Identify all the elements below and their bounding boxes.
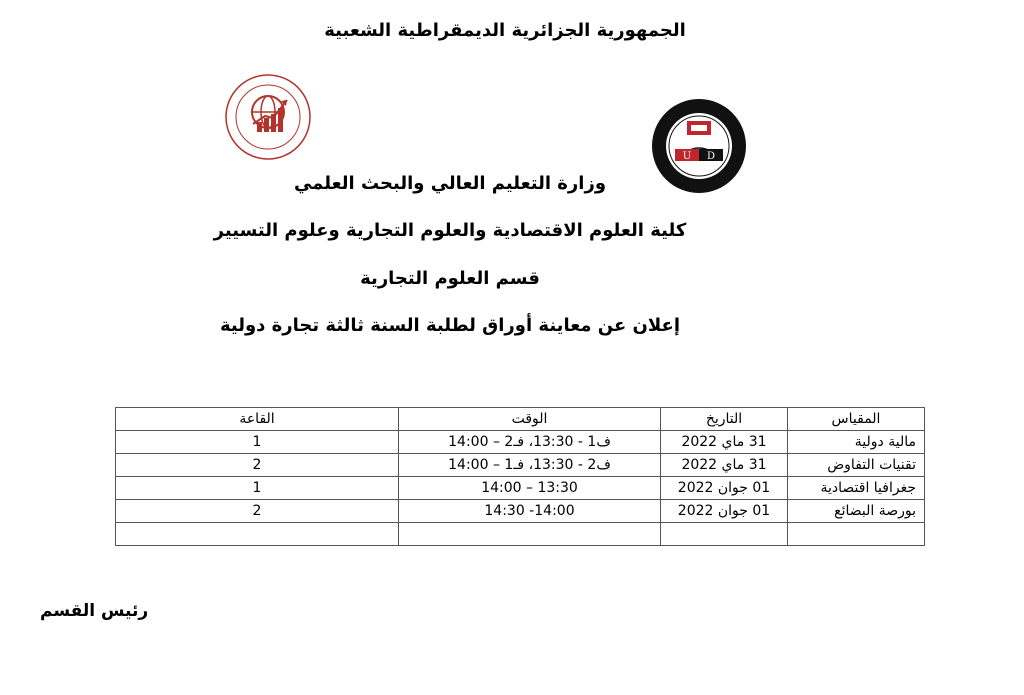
cell-date <box>661 523 788 546</box>
cell-module: جغرافيا اقتصادية <box>788 477 925 500</box>
cell-room: 1 <box>116 477 399 500</box>
cell-room: 2 <box>116 454 399 477</box>
schedule-table <box>115 407 925 546</box>
cell-time: ف2 - 13:30، فـ1 – 14:00 <box>399 454 661 477</box>
cell-date: 31 ماي 2022 <box>661 431 788 454</box>
table-row <box>116 454 925 477</box>
cell-room: 1 <box>116 431 399 454</box>
university-initial-u: U <box>682 151 692 162</box>
cell-date: 01 جوان 2022 <box>661 477 788 500</box>
cell-time <box>399 523 661 546</box>
faculty-emblem-icon <box>213 72 323 162</box>
ministry-title: وزارة التعليم العالي والبحث العلمي <box>293 173 607 194</box>
department-title: قسم العلوم التجارية <box>360 268 540 289</box>
cell-date: 01 جوان 2022 <box>661 500 788 523</box>
faculty-title: كلية العلوم الاقتصادية والعلوم التجارية وعلوم التسيير <box>213 220 687 241</box>
cell-time: 13:30 – 14:00 <box>399 477 661 500</box>
cell-time: ف1 - 13:30، فـ2 – 14:00 <box>399 431 661 454</box>
cell-room: 2 <box>116 500 399 523</box>
cell-room <box>116 523 399 546</box>
table-header-row <box>116 408 925 431</box>
table-row <box>116 477 925 500</box>
header-date: التاريخ <box>661 408 788 431</box>
table-row-empty <box>116 523 925 546</box>
header-module: المقياس <box>788 408 925 431</box>
table-row <box>116 431 925 454</box>
header-time: الوقت <box>399 408 661 431</box>
republic-title: الجمهورية الجزائرية الديمقراطية الشعبية <box>324 20 686 41</box>
cell-module: تقنيات التفاوض <box>788 454 925 477</box>
head-of-department-signature: رئيس القسم <box>40 601 149 621</box>
cell-date: 31 ماي 2022 <box>661 454 788 477</box>
notice-title: إعلان عن معاينة أوراق لطلبة السنة ثالثة تجارة دولية <box>219 315 681 336</box>
cell-module: بورصة البضائع <box>788 500 925 523</box>
cell-module <box>788 523 925 546</box>
cell-module: مالية دولية <box>788 431 925 454</box>
header-room: القاعة <box>116 408 399 431</box>
cell-time: 14:00- 14:30 <box>399 500 661 523</box>
university-initial-d: D <box>706 151 716 162</box>
table-row <box>116 500 925 523</box>
